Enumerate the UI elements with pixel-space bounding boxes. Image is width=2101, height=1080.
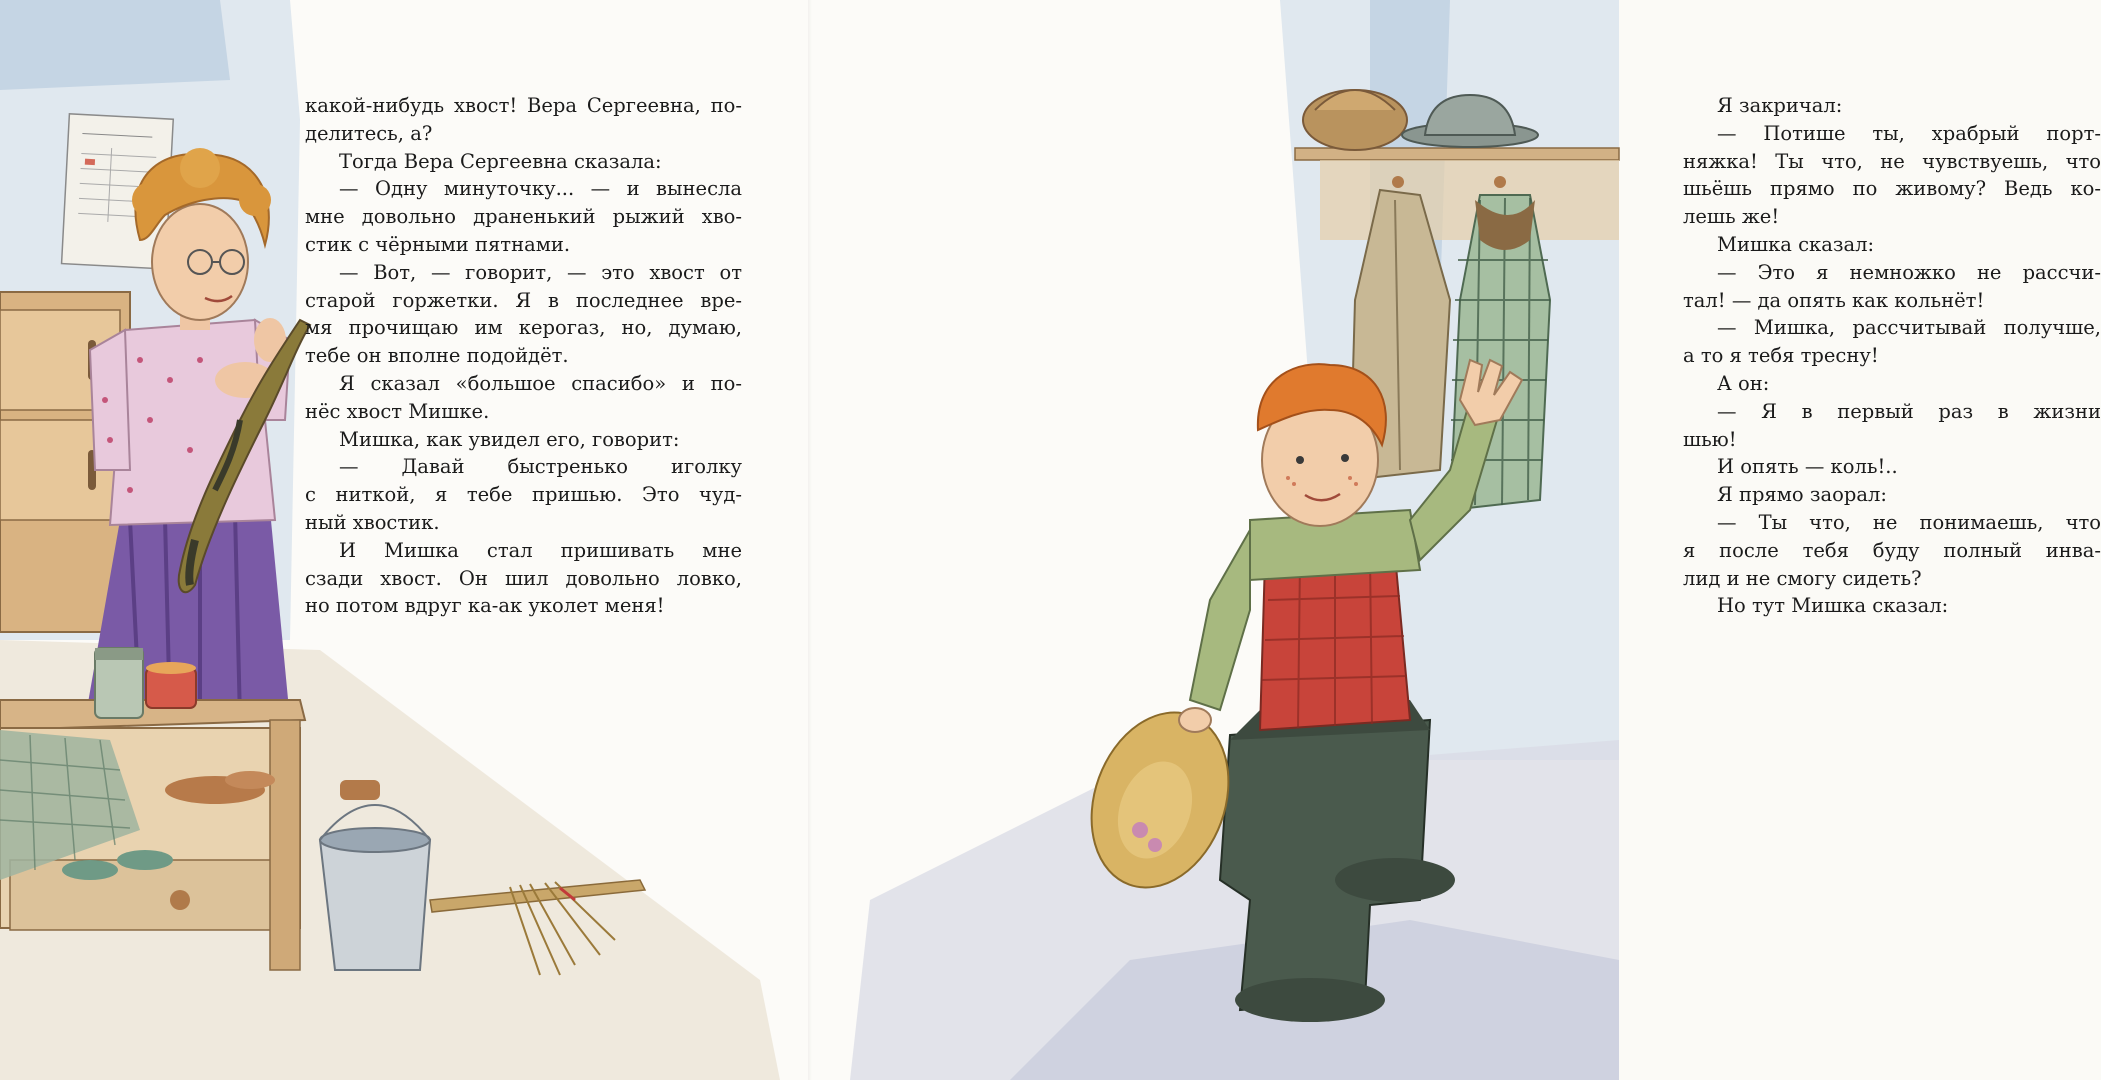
text-line: делитесь, а? — [305, 121, 433, 145]
boy-in-overalls-waving-illustration — [810, 0, 1619, 1080]
text-line: — Ты что, не понимаешь, что — [1717, 510, 2101, 534]
text-line: Мишка сказал: — [1717, 232, 1875, 256]
text-line: какой-нибудь хвост! Вера Сергеевна, по- — [305, 94, 742, 117]
text-line: Мишка, как увидел его, говорит: — [339, 427, 680, 451]
text-line: мне довольно драненький рыжий хво- — [305, 205, 742, 229]
text-line: И опять — коль!.. — [1717, 455, 1898, 479]
text-line: — Потише ты, храбрый порт- — [1717, 121, 2101, 145]
text-line: — Вот, — говорит, — это хвост от — [339, 260, 742, 284]
text-line: Я сказал «большое спасибо» и по- — [339, 371, 742, 395]
text-line: няжка! Ты что, не чувствуешь, что — [1683, 149, 2101, 173]
text-line: тал! — да опять как кольнёт! — [1683, 288, 1985, 312]
text-line: стик с чёрными пятнами. — [305, 232, 571, 256]
text-line: Я прямо заорал: — [1717, 483, 1887, 507]
text-line: — Это я немножко не рассчи- — [1717, 260, 2101, 284]
text-line: шьёшь прямо по живому? Ведь ко- — [1683, 177, 2101, 201]
text-line: нёс хвост Мишке. — [305, 399, 490, 423]
text-line: Тогда Вера Сергеевна сказала: — [339, 149, 662, 173]
text-line: мя прочищаю им керогаз, но, думаю, — [305, 316, 742, 340]
text-line: сзади хвост. Он шил довольно ловко, — [305, 566, 742, 590]
text-line: Я закричал: — [1717, 94, 1843, 117]
text-line: а то я тебя тресну! — [1683, 344, 1879, 368]
text-line: старой горжетки. Я в последнее вре- — [305, 288, 742, 312]
text-line: И Мишка стал пришивать мне — [339, 538, 742, 562]
text-line: лешь же! — [1683, 205, 1780, 229]
text-line: — Давай быстренько иголку — [339, 455, 742, 479]
text-line: лид и не смогу сидеть? — [1683, 566, 1922, 590]
left-page-text — [305, 92, 742, 620]
text-line: — Одну минуточку... — и вынесла — [339, 177, 742, 201]
text-line: с ниткой, я тебе пришью. Это чуд- — [305, 483, 742, 507]
text-line: но потом вдруг ка-ак уколет меня! — [305, 594, 665, 618]
right-page-text — [1683, 92, 2101, 620]
text-line: я после тебя буду полный инва- — [1683, 538, 2101, 562]
left-page — [0, 0, 810, 1080]
text-line: — Мишка, рассчитывай получше, — [1717, 316, 2101, 340]
right-page — [810, 0, 2101, 1080]
text-line: тебе он вполне подойдёт. — [305, 344, 569, 368]
text-line: шью! — [1683, 427, 1737, 451]
text-line: Но тут Мишка сказал: — [1717, 594, 1949, 618]
text-line: ный хвостик. — [305, 510, 440, 534]
text-line: — Я в первый раз в жизни — [1717, 399, 2101, 423]
text-line: А он: — [1717, 371, 1770, 395]
